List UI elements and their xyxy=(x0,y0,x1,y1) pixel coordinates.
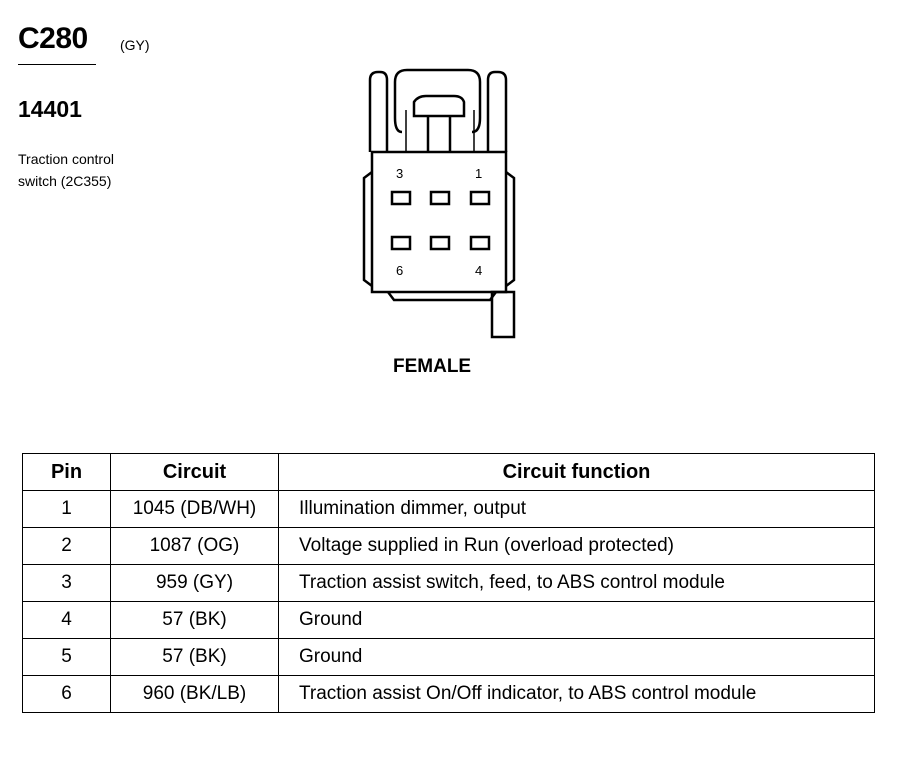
lock-tab xyxy=(414,96,464,116)
cell-function: Illumination dimmer, output xyxy=(279,491,875,528)
pin-label-1: 1 xyxy=(475,166,483,181)
cell-circuit: 959 (GY) xyxy=(111,565,279,602)
lock-loop xyxy=(395,70,480,132)
pin-cavity-4 xyxy=(471,237,489,249)
pin-table xyxy=(22,453,875,713)
connector-description-line1: Traction control xyxy=(18,151,114,167)
cell-function: Traction assist switch, feed, to ABS control module xyxy=(279,565,875,602)
header-circuit: Circuit xyxy=(111,454,279,491)
lock-tab-stem xyxy=(428,116,450,152)
table-header-row xyxy=(23,454,875,491)
pin-label-6: 6 xyxy=(396,263,404,278)
title-underline xyxy=(18,64,96,65)
table-row xyxy=(23,491,875,528)
pin-cavity-1 xyxy=(471,192,489,204)
cell-circuit: 57 (BK) xyxy=(111,639,279,676)
pin-label-3: 3 xyxy=(396,166,404,181)
table-row xyxy=(23,602,875,639)
cell-pin: 6 xyxy=(23,676,111,713)
connector-face-drawing xyxy=(350,60,530,350)
connector-color: (GY) xyxy=(120,37,150,53)
cell-pin: 3 xyxy=(23,565,111,602)
connector-gender-label: FEMALE xyxy=(393,356,472,377)
cell-circuit: 57 (BK) xyxy=(111,602,279,639)
cell-circuit: 1087 (OG) xyxy=(111,528,279,565)
connector-id: C280 xyxy=(18,22,88,55)
pin-cavity-2 xyxy=(431,192,449,204)
cell-pin: 4 xyxy=(23,602,111,639)
cell-pin: 1 xyxy=(23,491,111,528)
connector-body xyxy=(372,152,506,292)
table-row xyxy=(23,639,875,676)
cell-function: Voltage supplied in Run (overload protected) xyxy=(279,528,875,565)
cell-function: Traction assist On/Off indicator, to ABS control module xyxy=(279,676,875,713)
table-row xyxy=(23,565,875,602)
cell-function: Ground xyxy=(279,639,875,676)
pin-cavity-5 xyxy=(431,237,449,249)
cell-pin: 5 xyxy=(23,639,111,676)
pin-cavity-6 xyxy=(392,237,410,249)
table-row xyxy=(23,528,875,565)
cell-circuit: 960 (BK/LB) xyxy=(111,676,279,713)
connector-description-line2: switch (2C355) xyxy=(18,173,112,189)
pin-cavity-3 xyxy=(392,192,410,204)
cell-function: Ground xyxy=(279,602,875,639)
cell-circuit: 1045 (DB/WH) xyxy=(111,491,279,528)
header-circuit-function: Circuit function xyxy=(279,454,875,491)
table-row xyxy=(23,676,875,713)
pin-label-4: 4 xyxy=(475,263,483,278)
header-pin: Pin xyxy=(23,454,111,491)
cell-pin: 2 xyxy=(23,528,111,565)
right-latch xyxy=(488,72,506,152)
bottom-tab xyxy=(492,292,514,337)
left-latch xyxy=(370,72,387,152)
part-number: 14401 xyxy=(18,96,82,122)
